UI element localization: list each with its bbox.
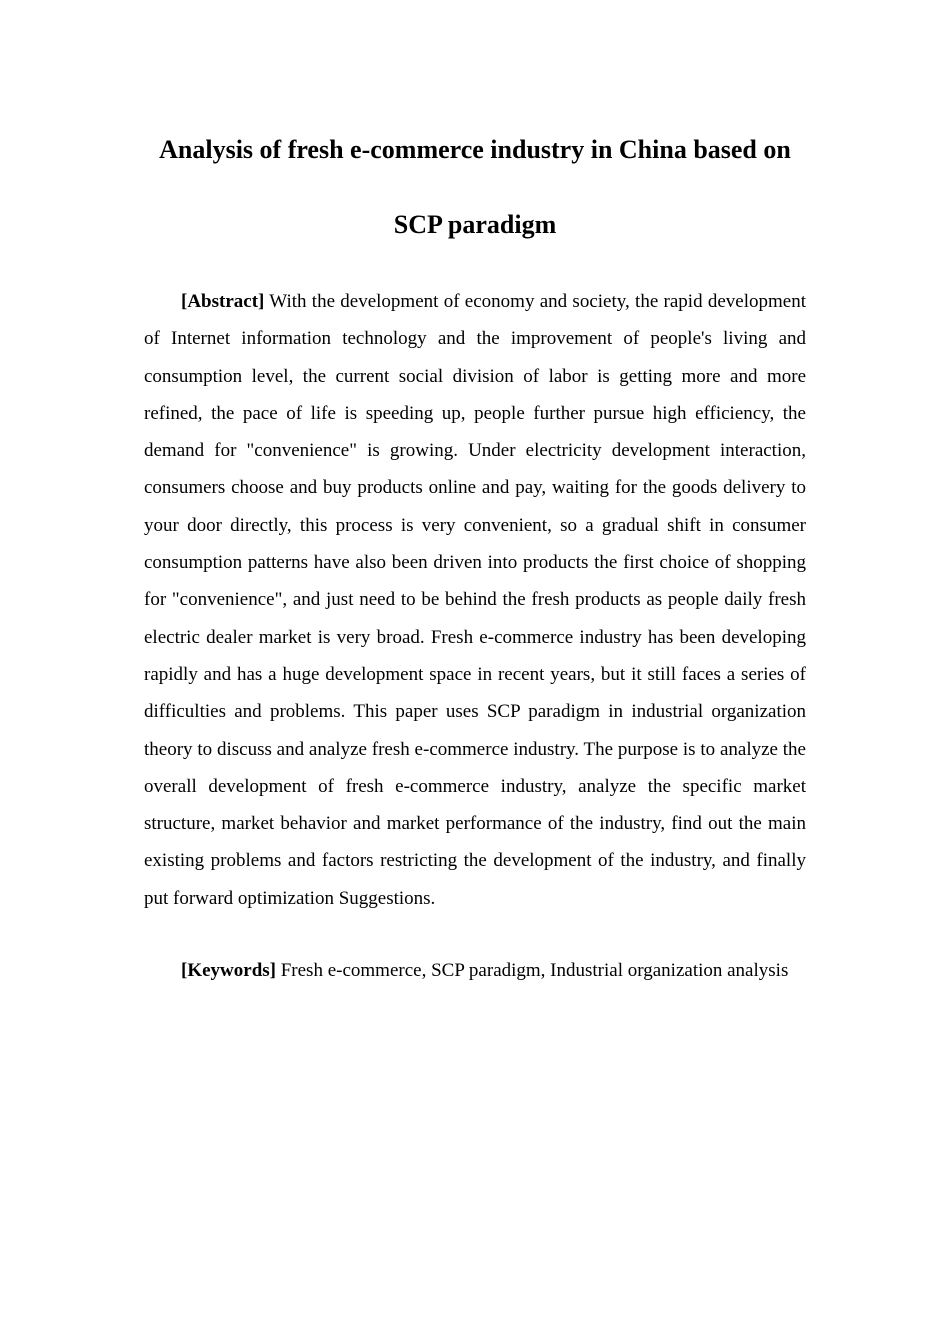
paper-title-line-1: Analysis of fresh e-commerce industry in China based on: [159, 135, 791, 164]
abstract-text: With the development of economy and society, the rapid development of Internet information technology and the improvement of people's living and consumption level, the current social division of labor is getting more and more refined, the pace of life is speeding up, people further pursue high efficiency, the demand for "convenience" is growing. Under electricity development interaction, consumers choose and buy products online and pay, waiting for the goods delivery to your door directly, this process is very convenient, so a gradual shift in consumer consumption patterns have also been driven into products the first choice of shopping for "convenience", and just need to be behind the fresh products as people daily fresh electric dealer market is very broad. Fresh e-commerce industry has been developing rapidly and has a huge development space in recent years, but it still faces a series of difficulties and problems. This paper uses SCP paradigm in industrial organization theory to discuss and analyze fresh e-commerce industry. The purpose is to analyze the overall development of fresh e-commerce industry, analyze the specific market structure, market behavior and market performance of the industry, find out the main existing problems and factors restricting the development of the industry, and finally put forward optimization Suggestions.: [144, 291, 806, 909]
keywords-paragraph: [144, 952, 806, 989]
abstract-label: [Abstract]: [181, 291, 265, 312]
paper-title: [144, 112, 806, 262]
paper-title-line-2: SCP paradigm: [393, 210, 557, 239]
keywords-label: [Keywords]: [181, 960, 276, 981]
keywords-text: Fresh e-commerce, SCP paradigm, Industrial organization analysis: [280, 960, 789, 981]
abstract-paragraph: [144, 283, 806, 917]
